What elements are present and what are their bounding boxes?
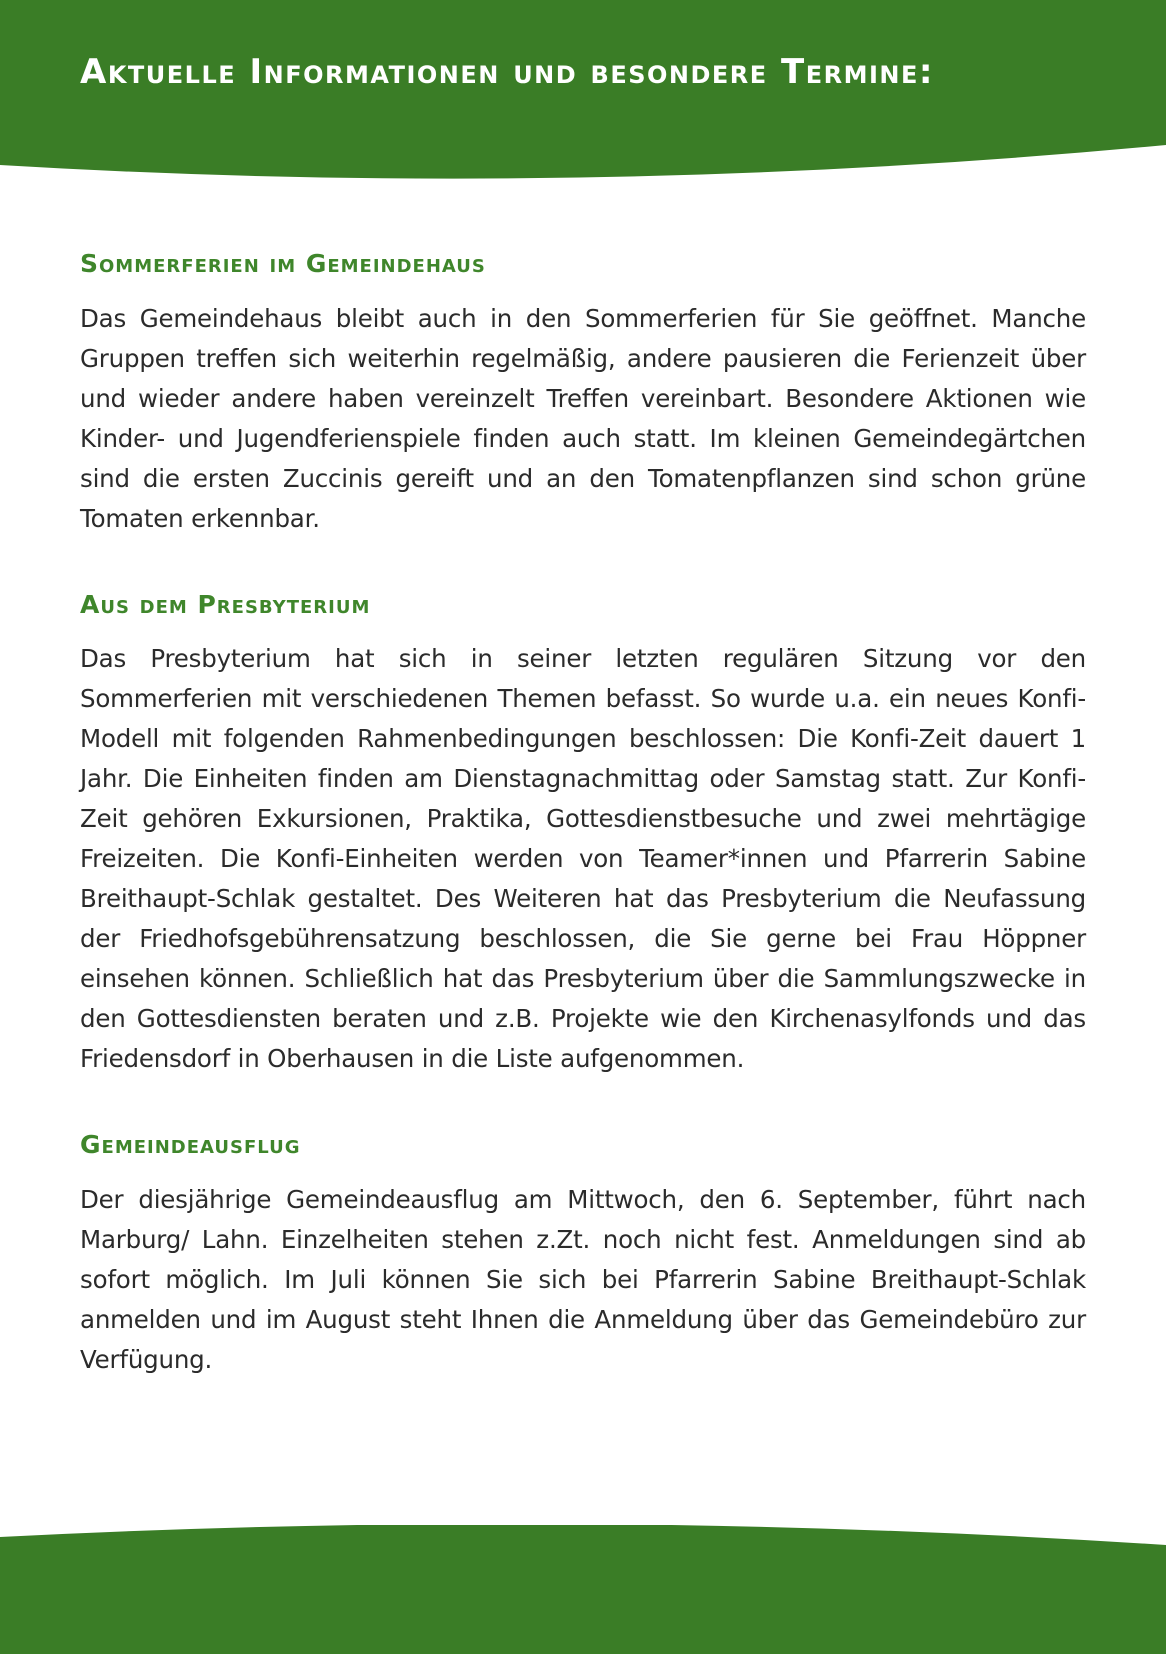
section-heading: Gemeindeausflug xyxy=(80,1130,301,1159)
main-content xyxy=(80,248,1086,1380)
section-heading: Aus dem Presbyterium xyxy=(80,589,371,619)
section-body: Das Presbyterium hat sich in seiner letzten regulären Sitzung vor den Sommerferien mit verschiedenen Themen befasst. So wurde u.a. ein neues Konfi-Modell mit folgenden Rahmenbedingungen beschlossen: Die Konfi-Zeit dauert 1 Jahr. Die Einheiten finden am Dienstagnachmittag oder Samstag statt. Zur Konfi-Zeit gehören Exkursionen, Praktika, Gottesdienstbesuche und zwei mehrtägige Freizeiten. Die Konfi-Einheiten werden von Teamer*innen und Pfarrerin Sabine Breithaupt-Schlak gestaltet. Des Weiteren hat das Presbyterium die Neufassung der Friedhofsgebührensatzung beschlossen, die Sie gerne bei Frau Höppner einsehen können. Schließlich hat das Presbyterium über die Sammlungszwecke in den Gottesdiensten beraten und z.B. Projekte wie den Kirchenasylfonds und das Friedensdorf in Oberhausen in die Liste aufgenommen. xyxy=(80,644,1086,1073)
section-sommerferien xyxy=(80,248,1086,539)
section-presbyterium xyxy=(80,589,1086,1080)
footer-band xyxy=(0,1525,1166,1654)
section-body: Das Gemeindehaus bleibt auch in den Sommerferien für Sie geöffnet. Manche Gruppen treffen sich weiterhin regelmäßig, andere pausieren die Ferienzeit über und wieder andere haben vereinzelt Treffen vereinbart. Besondere Aktionen wie Kinder- und Jugendferienspiele finden auch statt. Im kleinen Gemeindegärtchen sind die ersten Zuccinis gereift und an den Tomatenpflanzen sind schon grüne Tomaten erkennbar. xyxy=(80,303,1086,533)
section-body: Der diesjährige Gemeindeausflug am Mittwoch, den 6. September, führt nach Marburg/ Lahn. Einzelheiten stehen z.Zt. noch nicht fest. Anmeldungen sind ab sofort möglich. Im Juli können Sie sich bei Pfarrerin Sabine Breithaupt-Schlak anmelden und im August steht Ihnen die Anmeldung über das Gemeindebüro zur Verfügung. xyxy=(80,1184,1086,1374)
section-heading: Sommerferien im Gemeindehaus xyxy=(80,249,486,278)
section-gemeindeausflug xyxy=(80,1129,1086,1380)
page-title: Aktuelle Informationen und besondere Termine: xyxy=(80,52,934,92)
